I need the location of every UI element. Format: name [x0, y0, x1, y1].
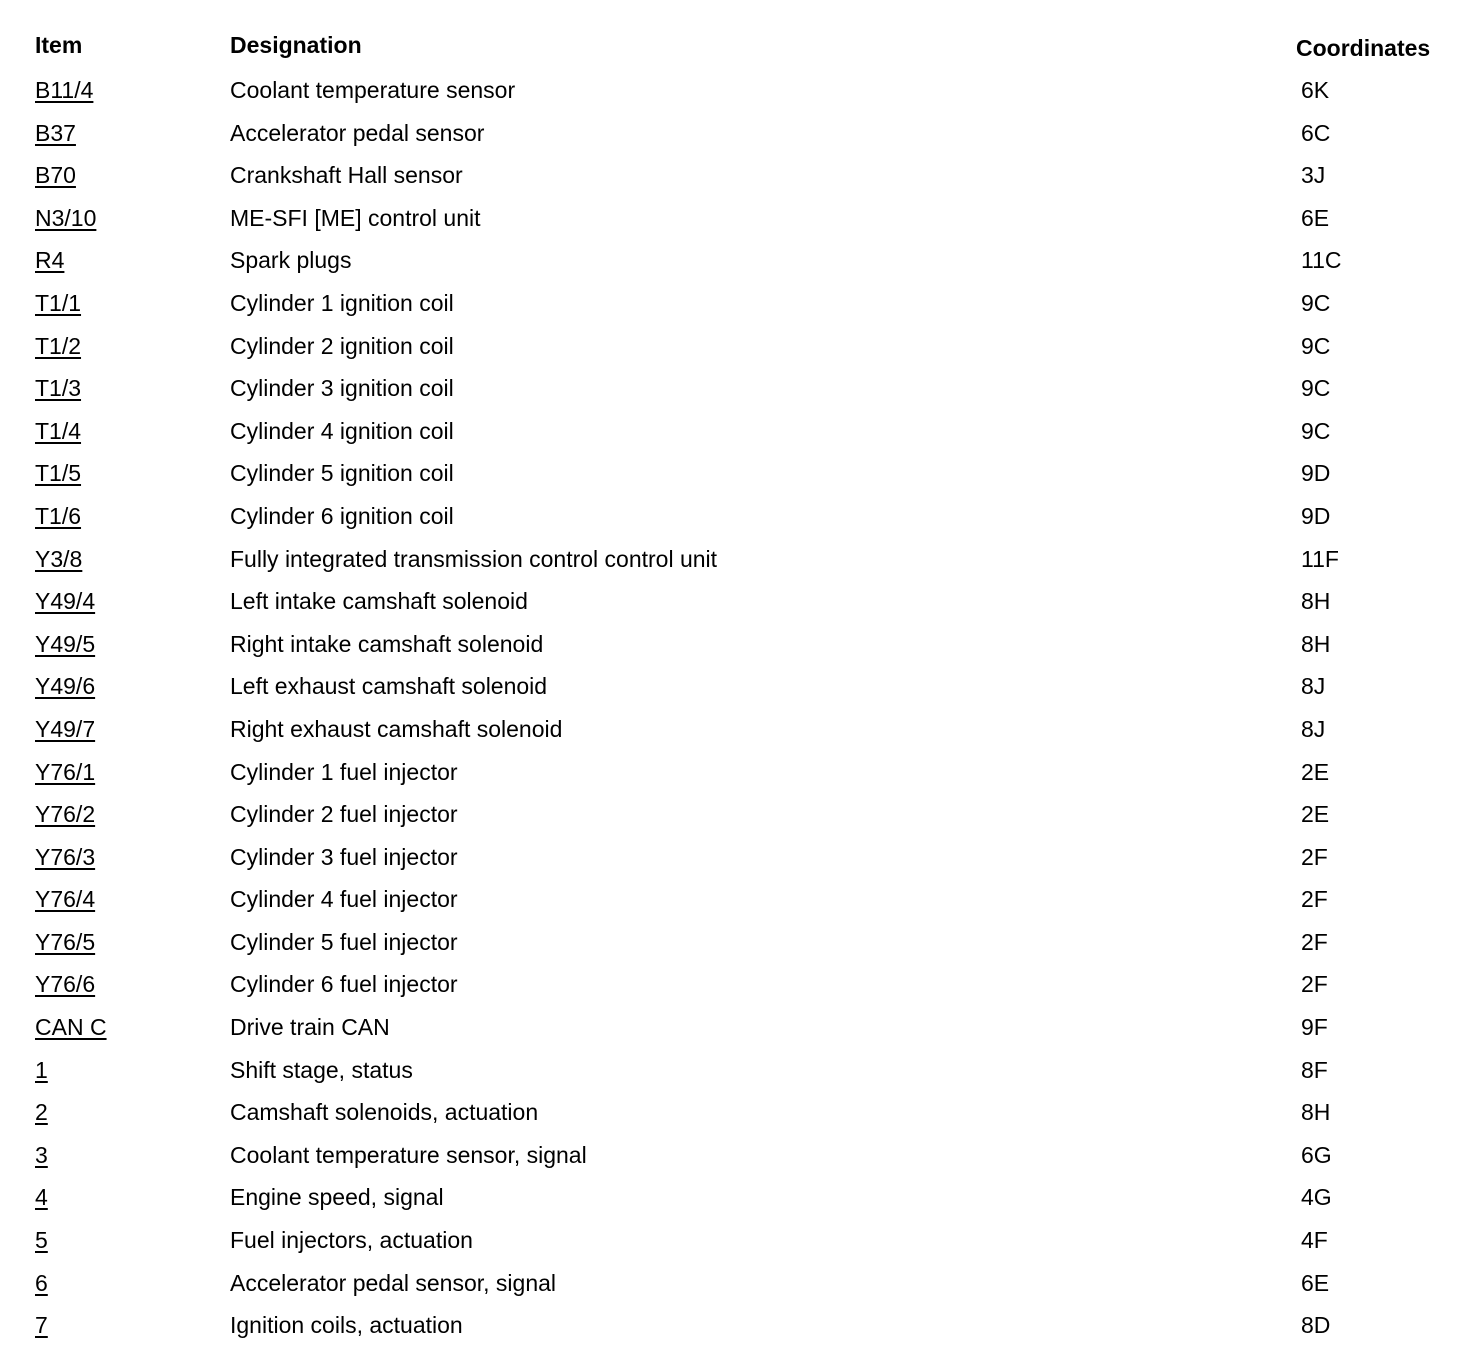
- table-row: [0, 670, 1472, 713]
- designation-text: Coolant temperature sensor, signal: [230, 1141, 587, 1168]
- header-item: Item: [35, 32, 83, 58]
- designation-text: Ignition coils, actuation: [230, 1312, 463, 1339]
- table-row: [0, 926, 1472, 969]
- coordinates-text: 8H: [1301, 630, 1331, 657]
- item-link[interactable]: 3: [35, 1141, 48, 1168]
- coordinates-text: 6E: [1301, 204, 1330, 231]
- designation-text: Cylinder 2 fuel injector: [230, 801, 458, 828]
- table-row: [0, 244, 1472, 287]
- item-link[interactable]: T1/2: [35, 332, 82, 359]
- coordinates-text: 4F: [1301, 1227, 1328, 1254]
- item-link[interactable]: T1/5: [35, 460, 82, 487]
- designation-text: Right intake camshaft solenoid: [230, 630, 544, 657]
- table-row: [0, 457, 1472, 500]
- designation-text: Cylinder 2 ignition coil: [230, 332, 454, 359]
- item-link[interactable]: Y49/4: [35, 588, 96, 615]
- designation-text: Fully integrated transmission control control unit: [230, 545, 718, 572]
- table-row: [0, 628, 1472, 671]
- table-row: [0, 841, 1472, 884]
- table-row: [0, 117, 1472, 160]
- coordinates-text: 8J: [1301, 715, 1326, 742]
- table-row: [0, 543, 1472, 586]
- item-link[interactable]: 2: [35, 1099, 48, 1126]
- item-link[interactable]: Y76/6: [35, 971, 96, 998]
- table-row: [0, 1181, 1472, 1224]
- designation-text: Accelerator pedal sensor: [230, 119, 485, 146]
- coordinates-text: 2E: [1301, 758, 1330, 785]
- coordinates-text: 9C: [1301, 332, 1331, 359]
- item-link[interactable]: Y76/3: [35, 843, 96, 870]
- coordinates-text: 8D: [1301, 1312, 1331, 1339]
- table-row: [0, 202, 1472, 245]
- table-header: [0, 32, 1472, 68]
- designation-text: ME-SFI [ME] control unit: [230, 204, 481, 231]
- table-row: [0, 415, 1472, 458]
- table-row: [0, 500, 1472, 543]
- item-link[interactable]: B11/4: [35, 77, 94, 103]
- coordinates-text: 3J: [1301, 162, 1326, 189]
- coordinates-text: 8F: [1301, 1056, 1328, 1083]
- item-link[interactable]: T1/1: [35, 289, 82, 316]
- table-row: [0, 968, 1472, 1011]
- item-link[interactable]: B37: [35, 119, 76, 146]
- table-body: [0, 74, 1472, 1352]
- designation-text: Crankshaft Hall sensor: [230, 162, 463, 189]
- designation-text: Cylinder 4 ignition coil: [230, 417, 454, 444]
- table-row: [0, 1309, 1472, 1352]
- item-link[interactable]: Y49/7: [35, 715, 96, 742]
- table-row: [0, 883, 1472, 926]
- coordinates-text: 2F: [1301, 971, 1328, 998]
- designation-text: Cylinder 3 fuel injector: [230, 843, 458, 870]
- coordinates-text: 9C: [1301, 375, 1331, 402]
- designation-text: Cylinder 3 ignition coil: [230, 375, 454, 402]
- coordinates-text: 6C: [1301, 119, 1331, 146]
- table-row: [0, 1139, 1472, 1182]
- item-link[interactable]: Y76/5: [35, 928, 96, 955]
- designation-text: Fuel injectors, actuation: [230, 1227, 473, 1254]
- item-link[interactable]: 4: [35, 1184, 48, 1211]
- table-row: [0, 330, 1472, 373]
- coordinates-text: 2F: [1301, 843, 1328, 870]
- coordinates-text: 6K: [1301, 77, 1330, 103]
- coordinates-text: 2E: [1301, 801, 1330, 828]
- item-link[interactable]: Y49/6: [35, 673, 96, 700]
- item-link[interactable]: 6: [35, 1269, 48, 1296]
- coordinates-text: 9F: [1301, 1014, 1328, 1041]
- table-row: [0, 1267, 1472, 1310]
- item-link[interactable]: Y76/2: [35, 801, 96, 828]
- designation-text: Cylinder 5 fuel injector: [230, 928, 458, 955]
- item-link[interactable]: T1/3: [35, 375, 82, 402]
- coordinates-text: 9C: [1301, 417, 1331, 444]
- header-designation: Designation: [230, 32, 362, 58]
- coordinates-text: 6G: [1301, 1141, 1332, 1168]
- item-link[interactable]: N3/10: [35, 204, 97, 231]
- designation-text: Cylinder 6 ignition coil: [230, 502, 454, 529]
- designation-text: Engine speed, signal: [230, 1184, 444, 1211]
- coordinates-text: 2F: [1301, 886, 1328, 913]
- table-row: [0, 287, 1472, 330]
- designation-text: Drive train CAN: [230, 1014, 390, 1041]
- designation-text: Left exhaust camshaft solenoid: [230, 673, 548, 700]
- coordinates-text: 9D: [1301, 460, 1331, 487]
- coordinates-text: 4G: [1301, 1184, 1332, 1211]
- designation-text: Right exhaust camshaft solenoid: [230, 715, 563, 742]
- designation-text: Camshaft solenoids, actuation: [230, 1099, 539, 1126]
- item-link[interactable]: Y3/8: [35, 545, 83, 572]
- coordinates-text: 2F: [1301, 928, 1328, 955]
- item-link[interactable]: CAN C: [35, 1014, 107, 1041]
- table-row: [0, 713, 1472, 756]
- table-row: [0, 756, 1472, 799]
- item-link[interactable]: Y76/4: [35, 886, 96, 913]
- table-row: [0, 1054, 1472, 1097]
- designation-text: Cylinder 5 ignition coil: [230, 460, 454, 487]
- table-row: [0, 798, 1472, 841]
- item-link[interactable]: T1/4: [35, 417, 82, 444]
- item-link[interactable]: 1: [35, 1056, 48, 1083]
- table-row: [0, 1224, 1472, 1267]
- designation-text: Cylinder 1 fuel injector: [230, 758, 458, 785]
- item-link[interactable]: B70: [35, 162, 76, 189]
- designation-text: Shift stage, status: [230, 1056, 413, 1083]
- item-link[interactable]: Y76/1: [35, 758, 96, 785]
- designation-text: Cylinder 4 fuel injector: [230, 886, 458, 913]
- coordinates-text: 8H: [1301, 1099, 1331, 1126]
- header-coordinates: Coordinates: [1296, 35, 1431, 61]
- table-row: [0, 1011, 1472, 1054]
- designation-text: Coolant temperature sensor: [230, 77, 516, 103]
- coordinates-text: 8J: [1301, 673, 1326, 700]
- table-row: [0, 1096, 1472, 1139]
- designation-text: Cylinder 6 fuel injector: [230, 971, 458, 998]
- table-row: [0, 159, 1472, 202]
- item-link[interactable]: T1/6: [35, 502, 82, 529]
- designation-text: Left intake camshaft solenoid: [230, 588, 528, 615]
- table-row: [0, 74, 1472, 117]
- designation-text: Spark plugs: [230, 247, 352, 274]
- table-row: [0, 372, 1472, 415]
- item-link[interactable]: 7: [35, 1312, 48, 1339]
- coordinates-text: 11F: [1301, 545, 1339, 572]
- coordinates-text: 9D: [1301, 502, 1331, 529]
- item-link[interactable]: Y49/5: [35, 630, 96, 657]
- designation-text: Accelerator pedal sensor, signal: [230, 1269, 557, 1296]
- item-link[interactable]: 5: [35, 1227, 48, 1254]
- table-row: [0, 585, 1472, 628]
- coordinates-text: 11C: [1301, 247, 1342, 274]
- coordinates-text: 8H: [1301, 588, 1331, 615]
- coordinates-text: 6E: [1301, 1269, 1330, 1296]
- item-link[interactable]: R4: [35, 247, 65, 274]
- designation-text: Cylinder 1 ignition coil: [230, 289, 454, 316]
- coordinates-text: 9C: [1301, 289, 1331, 316]
